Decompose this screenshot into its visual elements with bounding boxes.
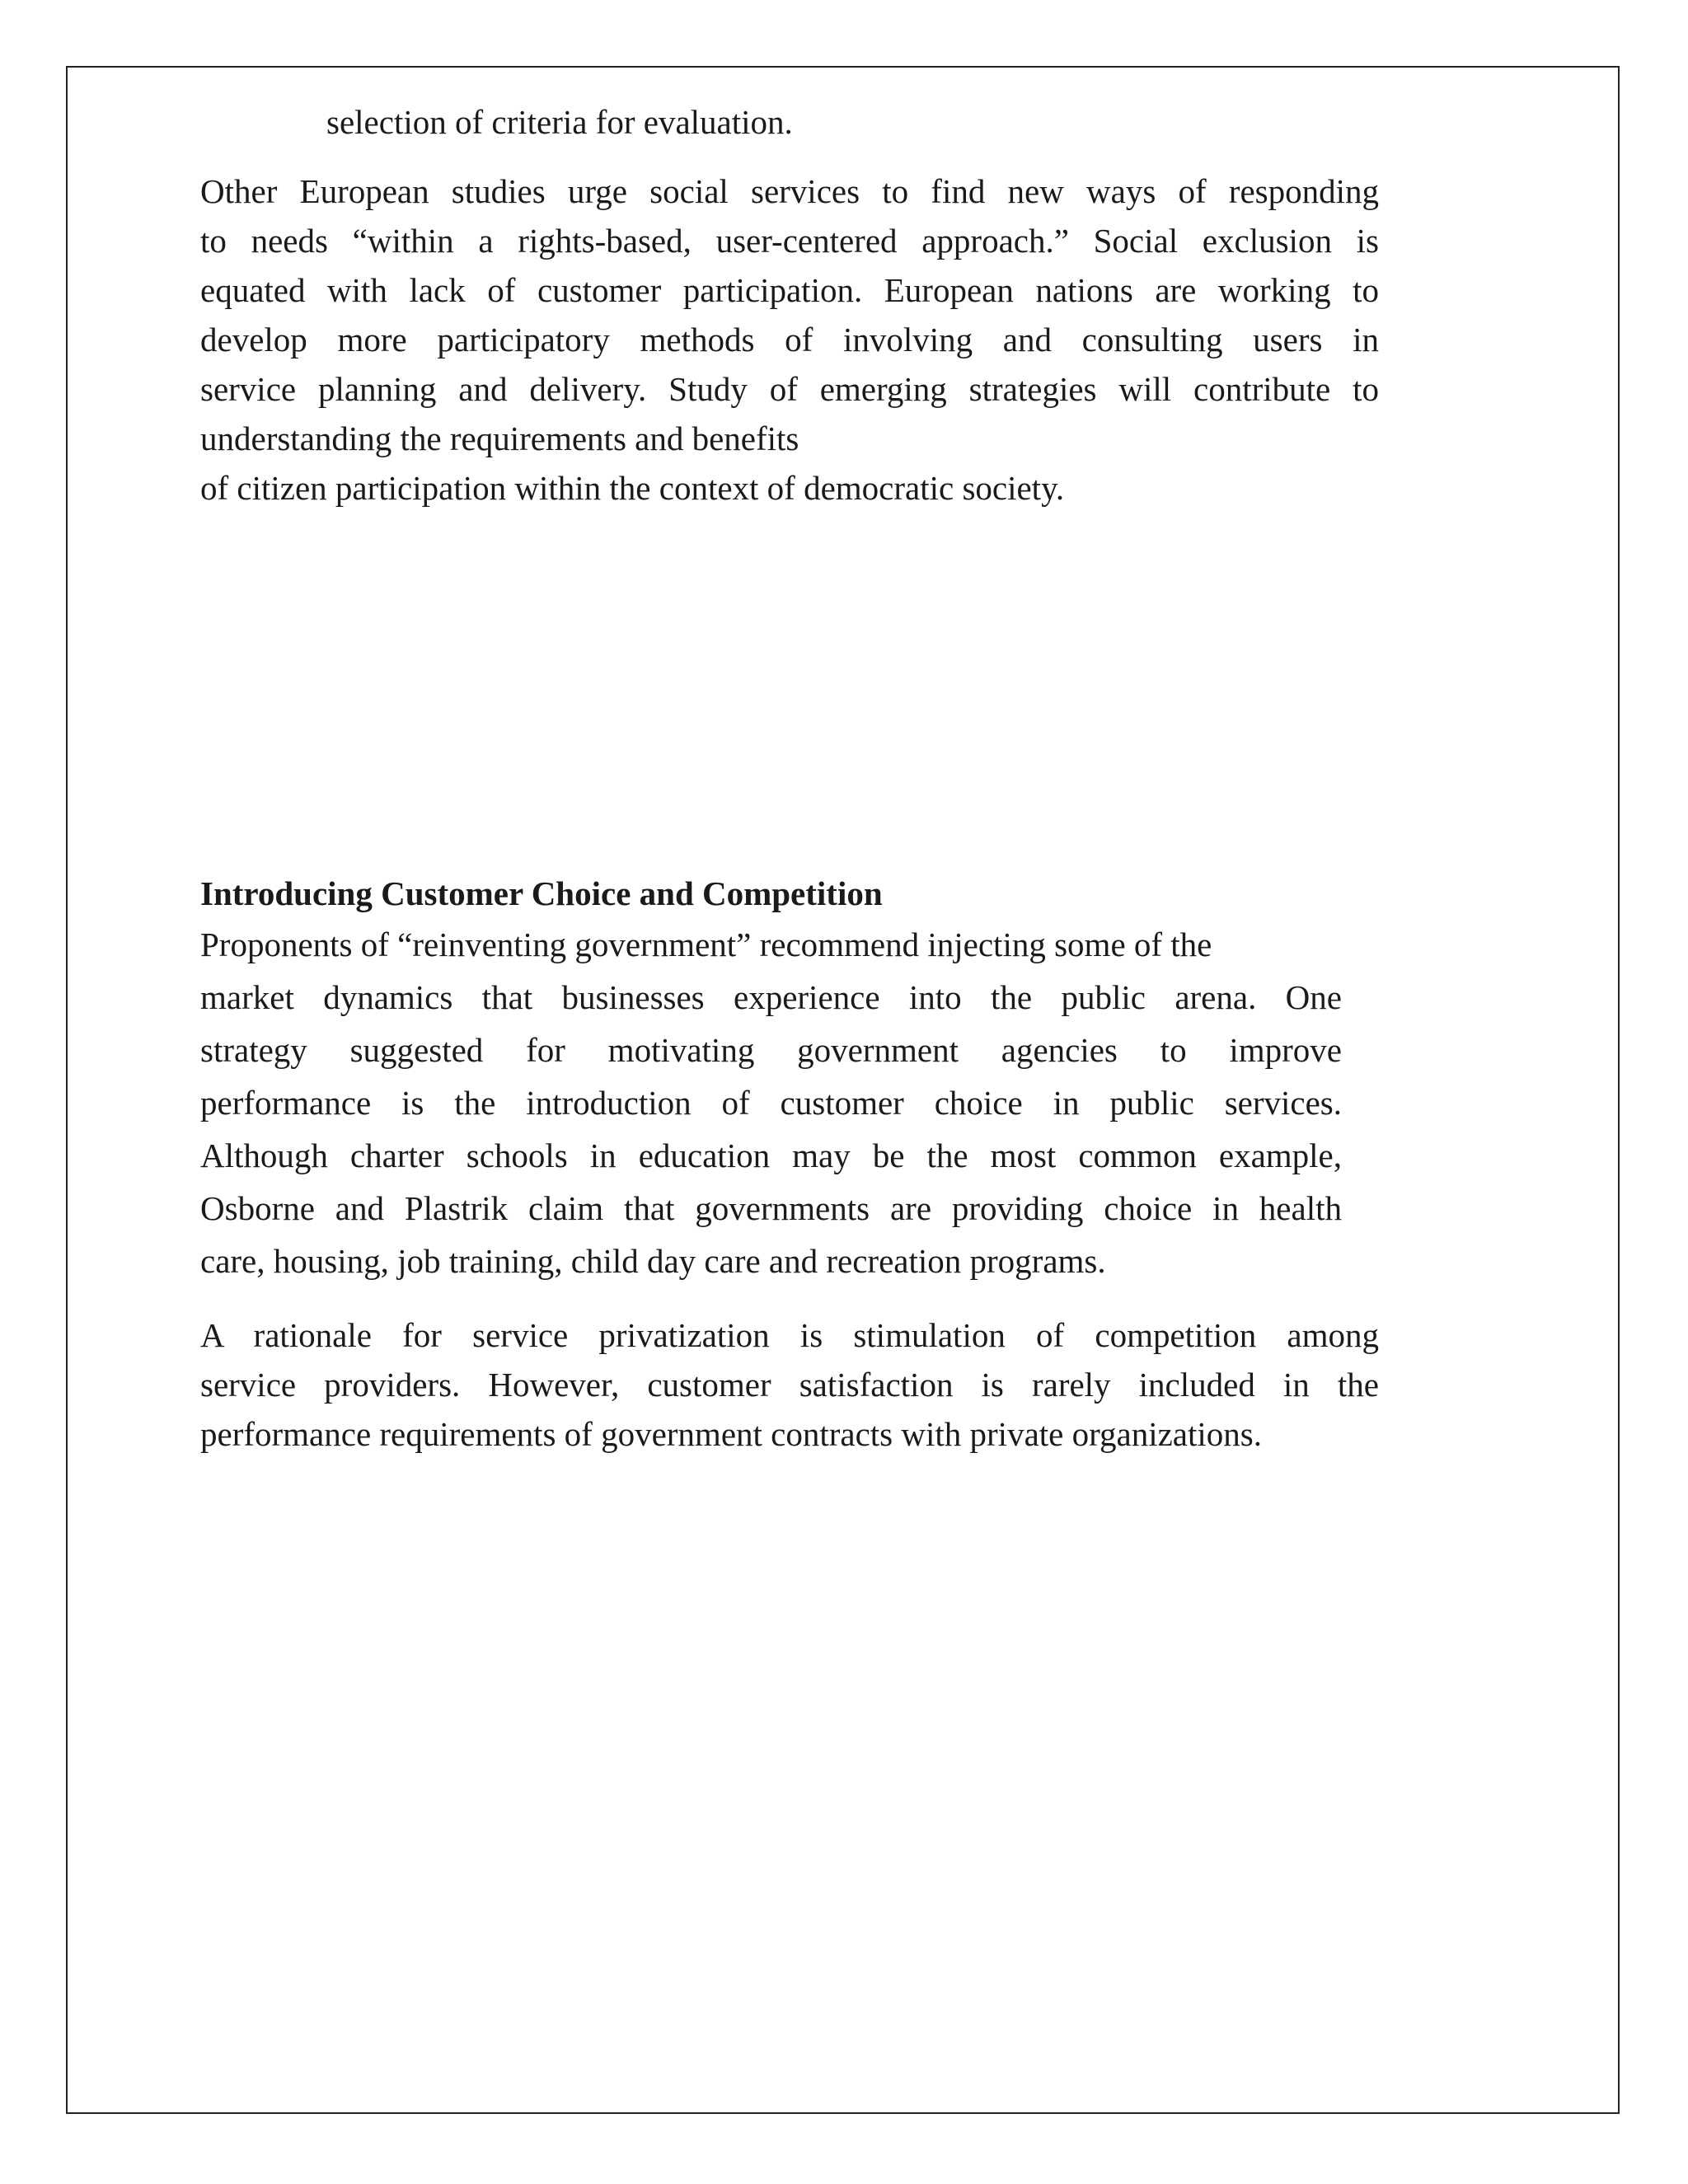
paragraph-line: Proponents of “reinventing government” recommend injecting some of the [200, 926, 1212, 963]
customer-choice-paragraph [200, 918, 1342, 1287]
paragraph-line: Although charter schools in education may be the most common example, [200, 1137, 1342, 1174]
paragraph-line: equated with lack of customer participation. European nations are working to [200, 271, 1379, 309]
paragraph-line: A rationale for service privatization is stimulation of competition among [200, 1316, 1379, 1354]
paragraph-line: understanding the requirements and benefits [200, 419, 799, 457]
paragraph-line: performance is the introduction of customer choice in public services. [200, 1084, 1342, 1122]
paragraph-line: strategy suggested for motivating government agencies to improve [200, 1031, 1342, 1069]
paragraph-line: market dynamics that businesses experience into the public arena. One [200, 978, 1342, 1016]
paragraph-line: to needs “within a rights-based, user-centered approach.” Social exclusion is [200, 222, 1379, 260]
paragraph-line: care, housing, job training, child day care and recreation programs. [200, 1242, 1106, 1280]
paragraph-line: service providers. However, customer satisfaction is rarely included in the [200, 1366, 1379, 1404]
privatization-paragraph [200, 1310, 1379, 1459]
paragraph-line: service planning and delivery. Study of emerging strategies will contribute to [200, 370, 1379, 408]
paragraph-line: develop more participatory methods of involving and consulting users in [200, 321, 1379, 359]
paragraph-line: Osborne and Plastrik claim that governments are providing choice in health [200, 1189, 1342, 1227]
customer-choice-section [200, 869, 1379, 1287]
paragraph-line: performance requirements of government contracts with private organizations. [200, 1415, 1262, 1453]
intro-paragraph [200, 97, 1379, 147]
intro-line: selection of criteria for evaluation. [326, 103, 793, 141]
paragraph-line: of citizen participation within the context of democratic society. [200, 469, 1065, 507]
paragraph-line: Other European studies urge social services to find new ways of responding [200, 172, 1379, 210]
european-studies-paragraph [200, 166, 1379, 513]
section-heading: Introducing Customer Choice and Competition [200, 874, 883, 912]
